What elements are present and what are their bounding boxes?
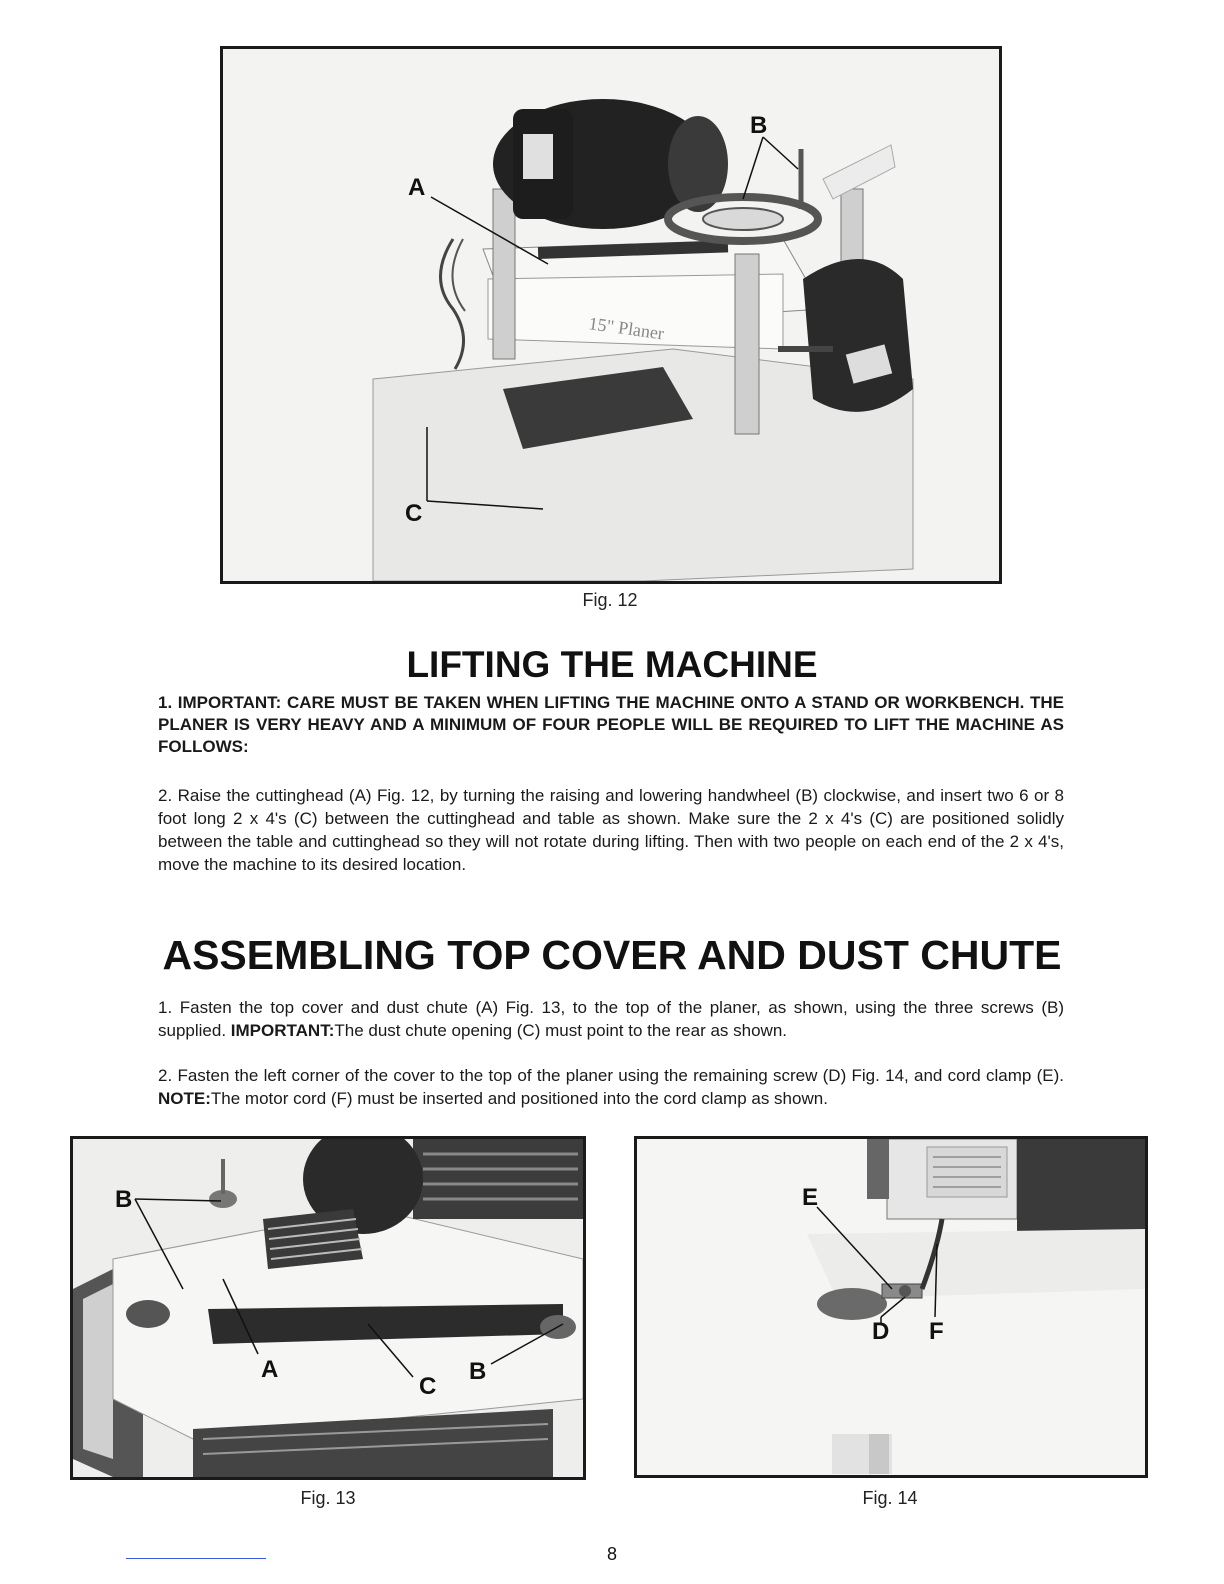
- fig12-callout-b: B: [750, 112, 768, 139]
- figure-13: [70, 1136, 586, 1480]
- fig14-callout-d: D: [872, 1318, 890, 1345]
- fig13-callout-a: A: [261, 1356, 279, 1383]
- step1-important: IMPORTANT:: [230, 1021, 335, 1040]
- fig12-callout-c: C: [405, 500, 423, 527]
- fig13-callout-b-right: B: [469, 1358, 487, 1385]
- figure-12: [220, 46, 1002, 584]
- lifting-heading: LIFTING THE MACHINE: [406, 644, 818, 685]
- fig14-cord-clamp-illustration: [637, 1139, 1145, 1475]
- lifting-step-2: 2. Raise the cuttinghead (A) Fig. 12, by turning the raising and lowering handwheel (B) clockwise, and insert two 6 or 8 foot long 2 x 4's (C) between the cuttinghead and table as shown. Make sure the 2 x 4's (C) are positioned solidly between the table and cuttinghead so they will not rotate during lifting. Then with two people on each end of the 2 x 4's, move the machine to its desired location.: [158, 786, 1064, 874]
- fig12-planer-illustration: [223, 49, 999, 581]
- fig12-caption: Fig. 12: [582, 590, 638, 610]
- lifting-step-1: 1. IMPORTANT: CARE MUST BE TAKEN WHEN LIFTING THE MACHINE ONTO A STAND OR WORKBENCH. THE PLANER IS VERY HEAVY AND A MINIMUM OF FOUR PEOPLE WILL BE REQUIRED TO LIFT THE MACHINE AS FOLLOWS:: [158, 693, 1064, 756]
- fig12-callout-a: A: [408, 174, 426, 201]
- assembling-step-1: [158, 996, 1064, 1042]
- fig13-callout-c: C: [419, 1373, 437, 1400]
- fig14-callout-f: F: [929, 1318, 944, 1345]
- fig12-nameplate: 15" Planer: [587, 313, 666, 344]
- step2-note: NOTE:: [158, 1089, 211, 1108]
- assembling-heading: ASSEMBLING TOP COVER AND DUST CHUTE: [162, 932, 1062, 978]
- fig14-callout-e: E: [802, 1184, 819, 1211]
- step1-text-a: 1. Fasten the top cover and dust chute (A) Fig. 13, to the top of the planer, as shown, using the three screws (B) supplied.: [158, 998, 1064, 1040]
- step2-text-c: The motor cord (F) must be inserted and positioned into the cord clamp as shown.: [210, 1089, 828, 1108]
- fig13-top-cover-illustration: [73, 1139, 583, 1477]
- figure-14: [634, 1136, 1148, 1478]
- assembling-step-2: [158, 1064, 1064, 1110]
- fig13-caption: Fig. 13: [300, 1488, 356, 1508]
- step1-text-c: The dust chute opening (C) must point to the rear as shown.: [334, 1021, 787, 1040]
- step2-text-a: 2. Fasten the left corner of the cover to the top of the planer using the remaining screw (D) Fig. 14, and cord clamp (E).: [158, 1066, 1064, 1085]
- page-number: 8: [606, 1544, 617, 1564]
- fig13-callout-b-left: B: [115, 1186, 133, 1213]
- fig14-caption: Fig. 14: [862, 1488, 918, 1508]
